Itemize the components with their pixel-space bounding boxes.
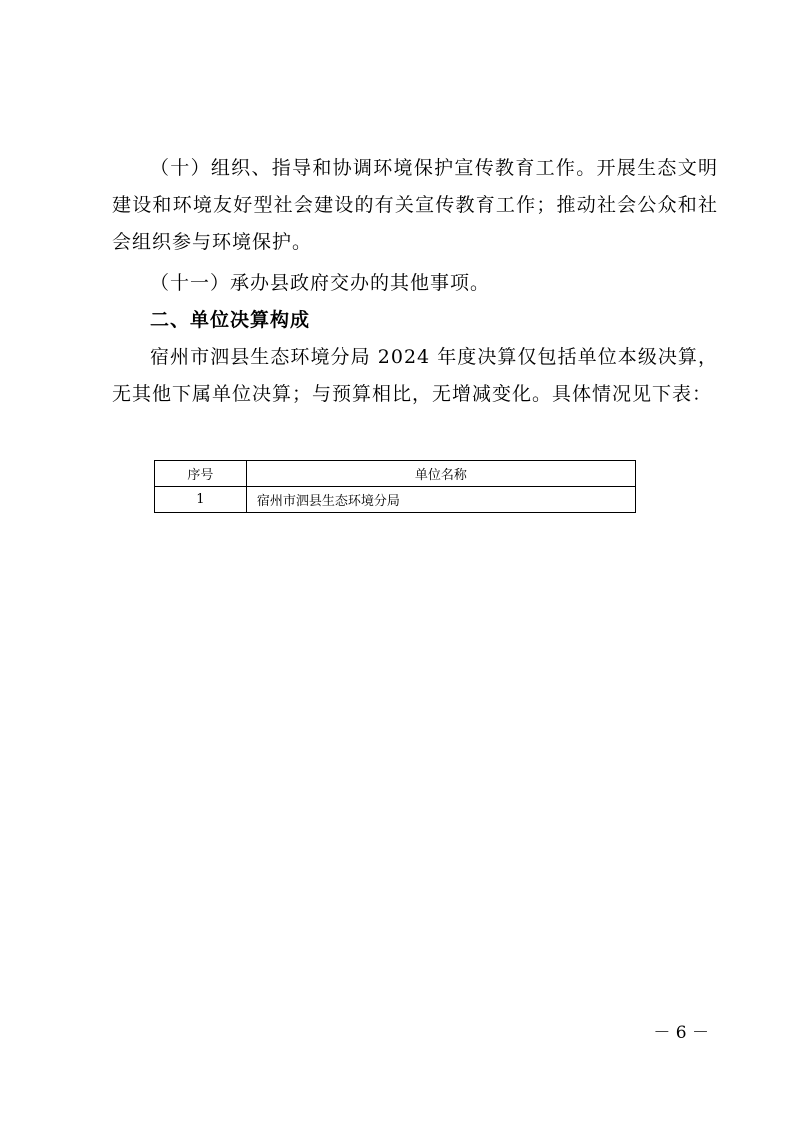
section-heading: 二、单位决算构成 (150, 309, 311, 331)
table-row (155, 487, 636, 513)
unit-table (154, 460, 636, 513)
cell-serial-number: 1 (155, 487, 247, 513)
paragraph-item-11: （十一）承办县政府交办的其他事项。 (150, 272, 491, 294)
page-number: － 6 － (653, 1023, 709, 1043)
table-header-row (155, 461, 636, 487)
paragraph-item-10: （十）组织、指导和协调环境保护宣传教育工作。开展生态文明建设和环境友好型社会建设的有关宣传教育工作；推动社会公众和社会组织参与环境保护。 (112, 157, 718, 253)
paragraph-composition: 宿州市泗县生态环境分局 2024 年度决算仅包括单位本级决算，无其他下属单位决算；与预算相比，无增减变化。具体情况见下表： (112, 346, 718, 405)
header-serial-number: 序号 (155, 461, 247, 487)
cell-unit-name: 宿州市泗县生态环境分局 (246, 487, 635, 513)
header-unit-name: 单位名称 (246, 461, 635, 487)
